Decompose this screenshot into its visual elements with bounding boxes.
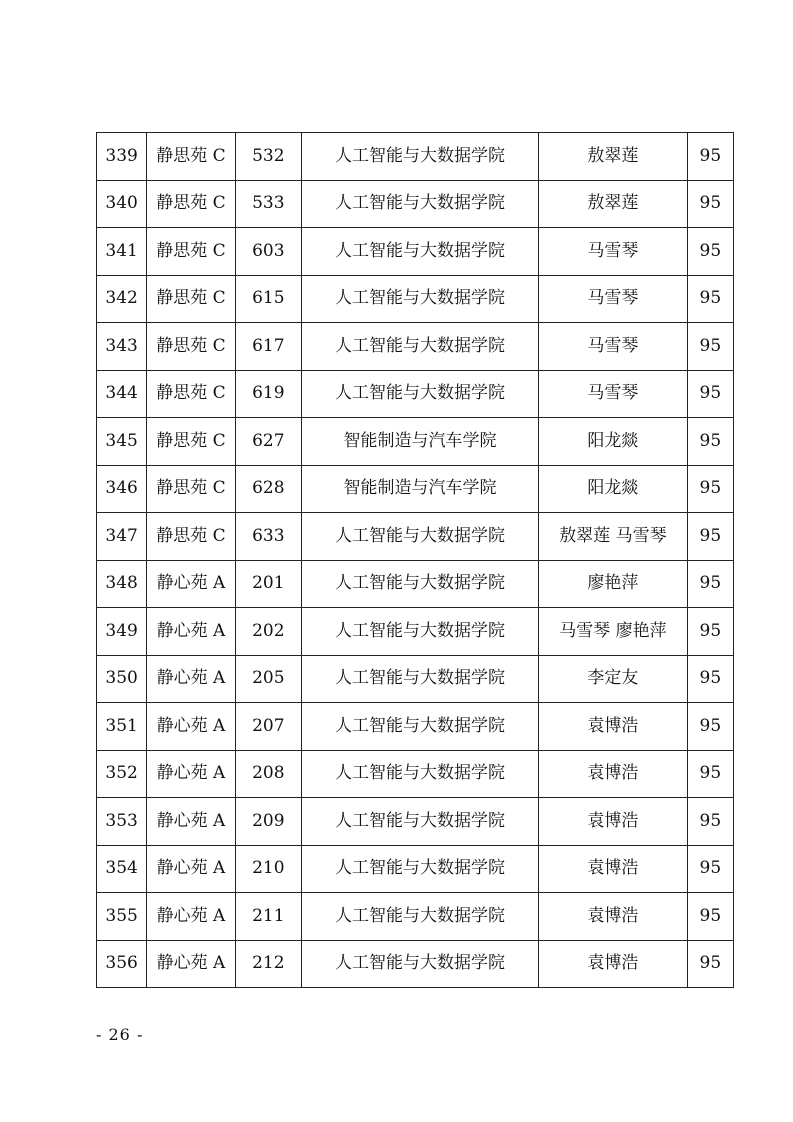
score-cell: 95 xyxy=(687,940,733,988)
teacher-name-cell: 马雪琴 xyxy=(539,323,688,371)
room-number-cell: 202 xyxy=(235,608,301,656)
college-name-cell: 人工智能与大数据学院 xyxy=(301,703,538,751)
row-number-cell: 345 xyxy=(97,418,147,466)
room-number-cell: 619 xyxy=(235,370,301,418)
room-number-cell: 207 xyxy=(235,703,301,751)
teacher-name-cell: 袁博浩 xyxy=(539,845,688,893)
teacher-name-cell: 廖艳萍 xyxy=(539,560,688,608)
room-number-cell: 532 xyxy=(235,133,301,181)
teacher-name-cell: 袁博浩 xyxy=(539,798,688,846)
building-name-cell: 静思苑 C xyxy=(147,323,235,371)
teacher-name-cell: 袁博浩 xyxy=(539,940,688,988)
score-cell: 95 xyxy=(687,418,733,466)
college-name-cell: 智能制造与汽车学院 xyxy=(301,465,538,513)
college-name-cell: 智能制造与汽车学院 xyxy=(301,418,538,466)
score-cell: 95 xyxy=(687,893,733,941)
room-number-cell: 628 xyxy=(235,465,301,513)
teacher-name-cell: 李定友 xyxy=(539,655,688,703)
table-row xyxy=(97,608,734,656)
table-row xyxy=(97,370,734,418)
building-name-cell: 静心苑 A xyxy=(147,798,235,846)
building-name-cell: 静思苑 C xyxy=(147,418,235,466)
building-name-cell: 静心苑 A xyxy=(147,893,235,941)
row-number-cell: 348 xyxy=(97,560,147,608)
table-row xyxy=(97,465,734,513)
score-cell: 95 xyxy=(687,655,733,703)
score-cell: 95 xyxy=(687,845,733,893)
table-row xyxy=(97,845,734,893)
building-name-cell: 静心苑 A xyxy=(147,608,235,656)
room-number-cell: 633 xyxy=(235,513,301,561)
table-row xyxy=(97,228,734,276)
room-number-cell: 210 xyxy=(235,845,301,893)
teacher-name-cell: 马雪琴 xyxy=(539,275,688,323)
teacher-name-cell: 敖翠莲 xyxy=(539,180,688,228)
college-name-cell: 人工智能与大数据学院 xyxy=(301,513,538,561)
college-name-cell: 人工智能与大数据学院 xyxy=(301,893,538,941)
teacher-name-cell: 敖翠莲 xyxy=(539,133,688,181)
college-name-cell: 人工智能与大数据学院 xyxy=(301,940,538,988)
row-number-cell: 351 xyxy=(97,703,147,751)
teacher-name-cell: 敖翠莲 马雪琴 xyxy=(539,513,688,561)
row-number-cell: 343 xyxy=(97,323,147,371)
teacher-name-cell: 袁博浩 xyxy=(539,893,688,941)
score-cell: 95 xyxy=(687,608,733,656)
college-name-cell: 人工智能与大数据学院 xyxy=(301,750,538,798)
room-number-cell: 201 xyxy=(235,560,301,608)
teacher-name-cell: 袁博浩 xyxy=(539,750,688,798)
score-cell: 95 xyxy=(687,513,733,561)
score-cell: 95 xyxy=(687,275,733,323)
dormitory-score-table xyxy=(96,132,734,988)
table-row xyxy=(97,418,734,466)
row-number-cell: 342 xyxy=(97,275,147,323)
row-number-cell: 356 xyxy=(97,940,147,988)
building-name-cell: 静思苑 C xyxy=(147,180,235,228)
table-row xyxy=(97,133,734,181)
building-name-cell: 静心苑 A xyxy=(147,845,235,893)
row-number-cell: 340 xyxy=(97,180,147,228)
building-name-cell: 静心苑 A xyxy=(147,655,235,703)
table-row xyxy=(97,893,734,941)
score-cell: 95 xyxy=(687,370,733,418)
college-name-cell: 人工智能与大数据学院 xyxy=(301,323,538,371)
score-cell: 95 xyxy=(687,750,733,798)
row-number-cell: 339 xyxy=(97,133,147,181)
table-body xyxy=(97,133,734,988)
score-cell: 95 xyxy=(687,560,733,608)
building-name-cell: 静思苑 C xyxy=(147,133,235,181)
score-cell: 95 xyxy=(687,465,733,513)
room-number-cell: 209 xyxy=(235,798,301,846)
teacher-name-cell: 马雪琴 廖艳萍 xyxy=(539,608,688,656)
teacher-name-cell: 阳龙燚 xyxy=(539,465,688,513)
row-number-cell: 350 xyxy=(97,655,147,703)
room-number-cell: 211 xyxy=(235,893,301,941)
room-number-cell: 205 xyxy=(235,655,301,703)
room-number-cell: 533 xyxy=(235,180,301,228)
row-number-cell: 352 xyxy=(97,750,147,798)
table-row xyxy=(97,275,734,323)
table-row xyxy=(97,703,734,751)
table-row xyxy=(97,798,734,846)
row-number-cell: 347 xyxy=(97,513,147,561)
room-number-cell: 617 xyxy=(235,323,301,371)
building-name-cell: 静思苑 C xyxy=(147,370,235,418)
room-number-cell: 212 xyxy=(235,940,301,988)
table-row xyxy=(97,560,734,608)
college-name-cell: 人工智能与大数据学院 xyxy=(301,845,538,893)
row-number-cell: 344 xyxy=(97,370,147,418)
score-cell: 95 xyxy=(687,180,733,228)
room-number-cell: 208 xyxy=(235,750,301,798)
table-row xyxy=(97,655,734,703)
room-number-cell: 603 xyxy=(235,228,301,276)
row-number-cell: 353 xyxy=(97,798,147,846)
college-name-cell: 人工智能与大数据学院 xyxy=(301,798,538,846)
building-name-cell: 静心苑 A xyxy=(147,750,235,798)
row-number-cell: 354 xyxy=(97,845,147,893)
college-name-cell: 人工智能与大数据学院 xyxy=(301,655,538,703)
college-name-cell: 人工智能与大数据学院 xyxy=(301,608,538,656)
row-number-cell: 349 xyxy=(97,608,147,656)
building-name-cell: 静心苑 A xyxy=(147,703,235,751)
building-name-cell: 静思苑 C xyxy=(147,465,235,513)
score-cell: 95 xyxy=(687,323,733,371)
score-cell: 95 xyxy=(687,703,733,751)
teacher-name-cell: 阳龙燚 xyxy=(539,418,688,466)
table-row xyxy=(97,750,734,798)
building-name-cell: 静心苑 A xyxy=(147,940,235,988)
score-cell: 95 xyxy=(687,133,733,181)
table-row xyxy=(97,513,734,561)
table-row xyxy=(97,940,734,988)
room-number-cell: 615 xyxy=(235,275,301,323)
building-name-cell: 静思苑 C xyxy=(147,275,235,323)
table-row xyxy=(97,180,734,228)
score-cell: 95 xyxy=(687,228,733,276)
teacher-name-cell: 马雪琴 xyxy=(539,228,688,276)
score-cell: 95 xyxy=(687,798,733,846)
college-name-cell: 人工智能与大数据学院 xyxy=(301,180,538,228)
teacher-name-cell: 袁博浩 xyxy=(539,703,688,751)
row-number-cell: 346 xyxy=(97,465,147,513)
college-name-cell: 人工智能与大数据学院 xyxy=(301,370,538,418)
building-name-cell: 静思苑 C xyxy=(147,513,235,561)
teacher-name-cell: 马雪琴 xyxy=(539,370,688,418)
college-name-cell: 人工智能与大数据学院 xyxy=(301,560,538,608)
college-name-cell: 人工智能与大数据学院 xyxy=(301,133,538,181)
table-row xyxy=(97,323,734,371)
building-name-cell: 静心苑 A xyxy=(147,560,235,608)
row-number-cell: 341 xyxy=(97,228,147,276)
room-number-cell: 627 xyxy=(235,418,301,466)
college-name-cell: 人工智能与大数据学院 xyxy=(301,275,538,323)
page-number: - 26 - xyxy=(96,1025,144,1044)
college-name-cell: 人工智能与大数据学院 xyxy=(301,228,538,276)
building-name-cell: 静思苑 C xyxy=(147,228,235,276)
row-number-cell: 355 xyxy=(97,893,147,941)
